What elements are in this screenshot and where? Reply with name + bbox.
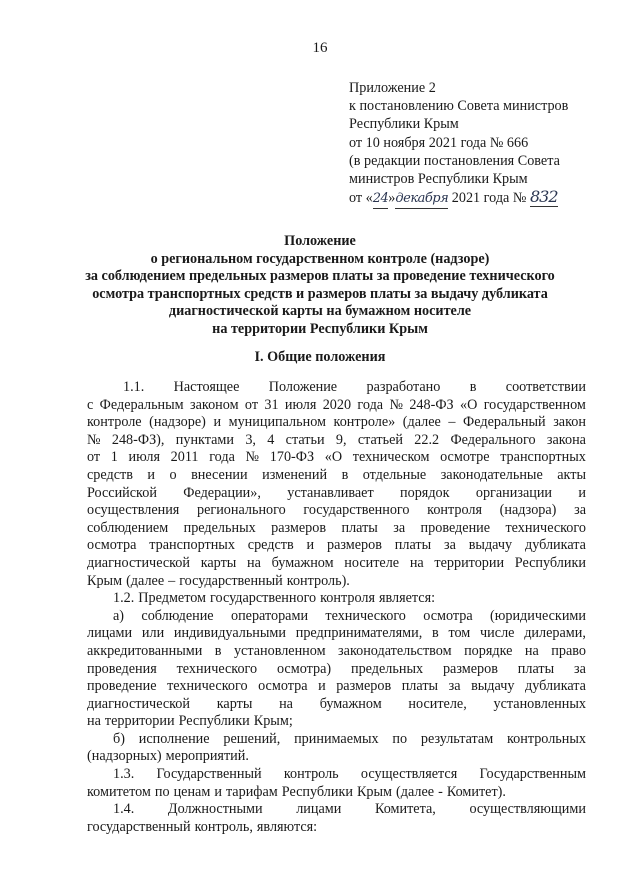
word: дубликата (525, 678, 586, 695)
word: средств (247, 537, 294, 554)
word: на (524, 642, 539, 659)
word: на (247, 554, 261, 571)
word: (надзорных) (87, 748, 162, 765)
word: «О (324, 449, 343, 466)
word: государственный (87, 818, 191, 835)
word: 1.2. (113, 590, 135, 607)
word: за (574, 502, 586, 519)
word: выдачу (471, 678, 515, 695)
word: диагностической (87, 554, 190, 571)
appendix-block (349, 79, 629, 209)
word: 1 (110, 449, 118, 466)
word: от (87, 449, 101, 466)
word: осмотра (258, 678, 308, 695)
word: июля (284, 396, 317, 413)
word: (надзора) (499, 502, 557, 519)
word: исполнение (138, 730, 210, 747)
word: осмотре (440, 449, 490, 466)
word: Предметом (138, 590, 207, 607)
word: законом (190, 396, 239, 413)
word: лицами (296, 801, 342, 818)
word: Республики (178, 713, 250, 730)
word: за (574, 660, 586, 677)
word: - (438, 783, 443, 800)
body-line (87, 766, 586, 784)
appendix-line: Приложение 2 (349, 80, 436, 96)
word: том (448, 625, 471, 642)
word: соблюдением (87, 519, 169, 536)
word: акты (557, 466, 586, 483)
word: платы (401, 678, 439, 695)
word: числе (480, 625, 515, 642)
body-line (87, 661, 586, 679)
body-line (87, 643, 586, 661)
word: контроль). (286, 572, 350, 589)
word: решений, (223, 730, 281, 747)
word: осуществляется (360, 766, 458, 783)
word: статьей (357, 431, 403, 448)
body-line (87, 731, 586, 749)
word: и (214, 783, 222, 800)
body-line (87, 784, 586, 802)
document-title (60, 233, 580, 339)
word: внесении (191, 466, 248, 483)
word: года (209, 449, 235, 466)
word: мероприятий. (165, 748, 249, 765)
body-line (87, 502, 586, 520)
word: порядок (400, 484, 450, 501)
word: № (389, 396, 403, 413)
body-line (87, 590, 586, 608)
word: средств (87, 466, 133, 483)
word: предельных (183, 519, 256, 536)
title-line: Положение (284, 233, 356, 249)
body-line (87, 555, 586, 573)
word: контроля (320, 590, 375, 607)
word: технического (176, 660, 258, 677)
word: осмотра (423, 607, 473, 624)
word: операторами (230, 607, 309, 624)
word: на (87, 713, 101, 730)
word: «О (460, 396, 478, 413)
word: статьи (285, 431, 325, 448)
word: право (551, 642, 586, 659)
word: – (168, 572, 176, 589)
body-line (87, 432, 586, 450)
word: (надзоре) (149, 414, 206, 431)
word: за (393, 519, 406, 536)
word: 248-ФЗ), (111, 431, 165, 448)
word: в (469, 379, 477, 395)
word: предпринимателями, (295, 625, 423, 642)
word: дубликата (524, 537, 586, 554)
word: осмотра) (276, 660, 332, 677)
word: 31 (264, 396, 279, 413)
word: Федеральный (463, 414, 546, 431)
word: Комитета, (374, 801, 436, 818)
word: транспортных (500, 449, 586, 466)
word: платы (517, 660, 555, 677)
word: технического (167, 678, 248, 695)
word: законодательные (440, 466, 543, 483)
word: принимаемых (294, 730, 379, 747)
word: территории (434, 554, 505, 571)
word: Комитет). (446, 783, 506, 800)
word: платы (341, 519, 378, 536)
word: предельных (350, 660, 424, 677)
word: Российской (87, 484, 157, 501)
title-line: осмотра транспортных средств и размеров платы за выдачу дубликата (92, 285, 548, 302)
word: организации (475, 484, 553, 501)
body-line (87, 485, 586, 503)
title-line: на территории Республики Крым (212, 320, 428, 337)
word: проведения (87, 660, 157, 677)
word: соответствии (505, 379, 586, 395)
word: Государственный (156, 766, 262, 783)
amendment-year: 2021 года № (448, 190, 530, 207)
body-line (87, 414, 586, 432)
body-line (87, 608, 586, 626)
word: 2011 (170, 449, 199, 466)
word: № (87, 431, 101, 448)
word: б) (113, 730, 125, 747)
word: по (392, 730, 408, 747)
word: бумажном (271, 554, 334, 571)
word: а) (113, 607, 125, 624)
word: Государственным (479, 766, 586, 783)
word: разработано (366, 379, 441, 395)
word: проведение (87, 678, 157, 695)
word: и (213, 414, 222, 431)
appendix-line: от 10 ноября 2021 года № 666 (349, 134, 529, 151)
word: размеров (336, 678, 392, 695)
word: платы (394, 537, 432, 554)
word: по (154, 783, 170, 800)
word: контрольных (506, 730, 586, 747)
body-text (87, 379, 586, 836)
word: государственный (179, 572, 283, 589)
handwritten-day: 24 (373, 190, 389, 209)
word: закон (553, 414, 586, 431)
word: являются: (256, 818, 318, 835)
word: контроль, (194, 818, 253, 835)
word: (далее (402, 414, 441, 431)
appendix-line: к постановлению Совета министров (349, 98, 569, 115)
word: 1.4. (113, 801, 135, 818)
word: является: (378, 590, 436, 607)
word: 1.3. (113, 766, 135, 783)
word: осуществления (87, 502, 180, 519)
body-line (87, 801, 586, 819)
word: проведение (420, 519, 491, 536)
amendment-date-prefix: от « (349, 190, 373, 207)
word: бумажном (319, 695, 382, 712)
word: тарифам (225, 783, 278, 800)
word: № (245, 449, 260, 466)
word: 2020 (322, 396, 352, 413)
word: 4 (267, 431, 275, 448)
word: закона (546, 431, 586, 448)
body-line (87, 819, 586, 837)
word: (юридическими (490, 607, 586, 624)
word: установленных (493, 695, 586, 712)
word: Федерации», (183, 484, 261, 501)
word: технического (325, 607, 406, 624)
word: осуществляющими (469, 801, 586, 818)
page-number: 16 (312, 40, 328, 56)
word: аккредитованными (87, 642, 203, 659)
body-line (87, 449, 586, 467)
word: карты (216, 695, 253, 712)
word: территории (104, 713, 175, 730)
word: регионального (197, 502, 286, 519)
word: контроле (87, 414, 142, 431)
word: и (147, 466, 156, 483)
word: контроле» (333, 414, 396, 431)
word: ценам (173, 783, 211, 800)
word: осмотра (87, 537, 137, 554)
word: размеров (326, 537, 382, 554)
word: 9, (335, 431, 347, 448)
word: лицами (87, 625, 133, 642)
body-line (87, 467, 586, 485)
word: Настоящее (173, 379, 240, 395)
word: соблюдение (141, 607, 214, 624)
word: устанавливает (287, 484, 374, 501)
handwritten-number: 832 (529, 187, 558, 207)
word: порядке (464, 642, 513, 659)
word: Крым (356, 783, 393, 800)
word: – (448, 414, 456, 431)
word: Федеральным (99, 396, 184, 413)
word: носителе (344, 554, 400, 571)
word: о (169, 466, 177, 483)
appendix-line: министров Республики Крым (349, 171, 528, 188)
handwritten-month: декабря (395, 190, 448, 209)
word: за (448, 678, 461, 695)
word: (далее (396, 783, 435, 800)
word: и (318, 678, 326, 695)
amendment-date-line (349, 188, 629, 209)
body-line (87, 713, 586, 731)
word: техническом (352, 449, 430, 466)
word: и (306, 537, 315, 554)
word: 3, (245, 431, 256, 448)
word: изменений (262, 466, 328, 483)
word: Положение (268, 379, 338, 395)
word: размеров (271, 519, 327, 536)
word: 22.2 (414, 431, 440, 448)
title-line: за соблюдением предельных размеров платы за проведение технического (85, 268, 555, 285)
word: Республики (514, 554, 586, 571)
word: июля (128, 449, 160, 466)
word: карты (200, 554, 237, 571)
word: контроль (283, 766, 339, 783)
word: от (244, 396, 259, 413)
word: Республики (281, 783, 353, 800)
word: государственного (210, 590, 317, 607)
word: Крым; (253, 713, 293, 730)
word: на (409, 554, 424, 571)
body-line (87, 520, 586, 538)
body-line (87, 573, 586, 591)
appendix-line: (в редакции постановления Совета (349, 152, 560, 169)
body-line (87, 397, 586, 415)
word: контроля (427, 502, 482, 519)
word: государственном (483, 396, 586, 413)
title-line: о региональном государственном контроле (надзоре) (150, 250, 490, 267)
section-heading: I. Общие положения (254, 349, 386, 365)
word: в (432, 625, 439, 642)
word: носителе, (408, 695, 467, 712)
word: установленном (233, 642, 326, 659)
amendment-date-close-quote: » (388, 190, 396, 207)
word: транспортных (149, 537, 235, 554)
body-line (87, 696, 586, 714)
word: технического (505, 519, 586, 536)
word: (далее (126, 572, 165, 589)
word: 170-ФЗ (269, 449, 315, 466)
word: на (279, 695, 293, 712)
word: Должностными (167, 801, 263, 818)
word: отдельные (362, 466, 427, 483)
body-line (87, 678, 586, 696)
word: или (141, 625, 165, 642)
body-line (87, 748, 586, 766)
body-line (87, 537, 586, 555)
word: с (87, 396, 94, 413)
word: пунктами (175, 431, 234, 448)
body-line (87, 625, 586, 643)
word: размеров (442, 660, 498, 677)
word: индивидуальными (173, 625, 286, 642)
word: за (443, 537, 456, 554)
word: Федерального (450, 431, 536, 448)
word: в (341, 466, 349, 483)
word: 248-ФЗ (409, 396, 454, 413)
appendix-line: Республики Крым (349, 116, 459, 133)
word: выдачу (468, 537, 513, 554)
word: Крым (87, 572, 123, 589)
word: в (214, 642, 222, 659)
word: года (357, 396, 384, 413)
word: комитетом (87, 783, 151, 800)
word: результатам (420, 730, 494, 747)
word: и (578, 484, 586, 501)
title-line: диагностической карты на бумажном носителе (168, 303, 472, 320)
word: законодательством (338, 642, 452, 659)
word: диагностической (87, 695, 190, 712)
word: дилерами, (524, 625, 586, 642)
body-line (87, 379, 586, 397)
word: 1.1. (123, 379, 145, 395)
word: государственного (303, 502, 410, 519)
word: муниципальном (228, 414, 326, 431)
